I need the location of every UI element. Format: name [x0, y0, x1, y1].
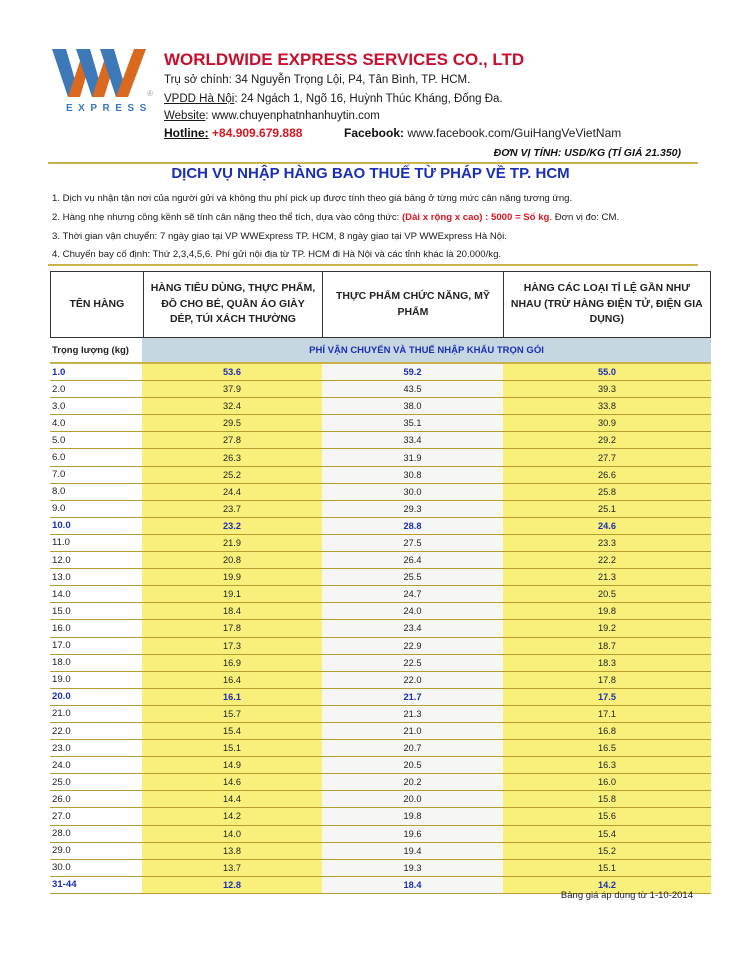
mixed-goods-price: 33.8 — [503, 398, 711, 414]
weight-cell: 17.0 — [50, 638, 142, 654]
mixed-goods-price: 27.7 — [503, 449, 711, 465]
mixed-goods-price: 17.1 — [503, 706, 711, 722]
weight-cell: 16.0 — [50, 620, 142, 636]
table-row — [50, 569, 711, 586]
supplements-cosmetics-price: 18.4 — [322, 877, 503, 893]
mixed-goods-price: 19.8 — [503, 603, 711, 619]
weight-column-label: Trọng lượng (kg) — [50, 338, 142, 362]
weight-cell: 30.0 — [50, 860, 142, 876]
weight-cell: 27.0 — [50, 808, 142, 824]
consumer-goods-price: 19.1 — [142, 586, 322, 602]
supplements-cosmetics-price: 19.8 — [322, 808, 503, 824]
weight-cell: 10.0 — [50, 518, 142, 534]
table-row — [50, 655, 711, 672]
mixed-goods-price: 15.4 — [503, 826, 711, 842]
mixed-goods-price: 26.6 — [503, 467, 711, 483]
consumer-goods-price: 23.2 — [142, 518, 322, 534]
table-row — [50, 757, 711, 774]
mixed-goods-price: 19.2 — [503, 620, 711, 636]
weight-cell: 23.0 — [50, 740, 142, 756]
mixed-goods-price: 24.6 — [503, 518, 711, 534]
header-consumer-goods: HÀNG TIÊU DÙNG, THỰC PHẨM, ĐỒ CHO BÉ, QUẦN ÁO GIÀY DÉP, TÚI XÁCH THƯỜNG — [143, 272, 322, 337]
table-row — [50, 449, 711, 466]
note-2 — [52, 212, 619, 223]
consumer-goods-price: 17.8 — [142, 620, 322, 636]
table-row — [50, 843, 711, 860]
supplements-cosmetics-price: 31.9 — [322, 449, 503, 465]
supplements-cosmetics-price: 19.4 — [322, 843, 503, 859]
consumer-goods-price: 12.8 — [142, 877, 322, 893]
consumer-goods-price: 13.8 — [142, 843, 322, 859]
page-title: DỊCH VỤ NHẬP HÀNG BAO THUẾ TỪ PHÁP VỀ TP. HCM — [171, 165, 570, 182]
note-4: 4. Chuyến bay cố định: Thứ 2,3,4,5,6. Phí gửi nội địa từ TP. HCM đi Hà Nội và các tỉnh khác là 20.000/kg. — [52, 249, 502, 260]
table-row — [50, 432, 711, 449]
consumer-goods-price: 16.1 — [142, 689, 322, 705]
weight-cell: 8.0 — [50, 484, 142, 500]
table-header — [50, 271, 711, 338]
table-subheader — [50, 338, 711, 364]
table-row — [50, 672, 711, 689]
weight-cell: 20.0 — [50, 689, 142, 705]
volume-formula: (Dài x rộng x cao) : 5000 = Số kg — [401, 212, 550, 223]
header-mixed-goods: HÀNG CÁC LOẠI TỈ LỆ GẦN NHƯ NHAU (TRỪ HÀNG ĐIỆN TỬ, ĐIỆN GIA DỤNG) — [503, 272, 710, 337]
mixed-goods-price: 29.2 — [503, 432, 711, 448]
weight-cell: 21.0 — [50, 706, 142, 722]
supplements-cosmetics-price: 23.4 — [322, 620, 503, 636]
mixed-goods-price: 22.2 — [503, 552, 711, 568]
weight-cell: 25.0 — [50, 774, 142, 790]
mixed-goods-price: 16.0 — [503, 774, 711, 790]
consumer-goods-price: 15.7 — [142, 706, 322, 722]
weight-cell: 19.0 — [50, 672, 142, 688]
supplements-cosmetics-price: 21.3 — [322, 706, 503, 722]
notes-divider — [48, 264, 698, 266]
supplements-cosmetics-price: 24.0 — [322, 603, 503, 619]
consumer-goods-price: 23.7 — [142, 501, 322, 517]
note-2-unit: . Đơn vị đo: CM. — [549, 212, 620, 223]
table-row — [50, 723, 711, 740]
weight-cell: 3.0 — [50, 398, 142, 414]
consumer-goods-price: 15.4 — [142, 723, 322, 739]
weight-cell: 13.0 — [50, 569, 142, 585]
supplements-cosmetics-price: 26.4 — [322, 552, 503, 568]
table-row — [50, 603, 711, 620]
table-row — [50, 791, 711, 808]
logo-express-text: EXPRESS — [66, 103, 152, 114]
supplements-cosmetics-price: 19.3 — [322, 860, 503, 876]
mixed-goods-price: 15.8 — [503, 791, 711, 807]
facebook-link[interactable]: www.facebook.com/GuiHangVeVietNam — [404, 126, 622, 140]
note-2-text: 2. Hàng nhẹ nhưng cồng kềnh sẽ tính cân nặng theo thể tích, dựa vào công thức: — [52, 212, 402, 223]
table-row — [50, 689, 711, 706]
table-row — [50, 467, 711, 484]
consumer-goods-price: 27.8 — [142, 432, 322, 448]
mixed-goods-price: 15.1 — [503, 860, 711, 876]
weight-cell: 18.0 — [50, 655, 142, 671]
mixed-goods-price: 18.7 — [503, 638, 711, 654]
hotline-number[interactable]: +84.909.679.888 — [208, 126, 303, 140]
consumer-goods-price: 16.4 — [142, 672, 322, 688]
table-row — [50, 620, 711, 637]
weight-cell: 2.0 — [50, 381, 142, 397]
table-row — [50, 774, 711, 791]
supplements-cosmetics-price: 21.7 — [322, 689, 503, 705]
header-divider — [48, 162, 698, 164]
consumer-goods-price: 24.4 — [142, 484, 322, 500]
supplements-cosmetics-price: 22.0 — [322, 672, 503, 688]
table-row — [50, 808, 711, 825]
weight-cell: 28.0 — [50, 826, 142, 842]
supplements-cosmetics-price: 20.2 — [322, 774, 503, 790]
note-1: 1. Dịch vụ nhận tận nơi của người gửi và không thu phí pick up được tính theo giá bảng ở từng mức cân nặng tương ứng. — [52, 193, 573, 204]
weight-cell: 4.0 — [50, 415, 142, 431]
mixed-goods-price: 16.5 — [503, 740, 711, 756]
table-row — [50, 398, 711, 415]
table-row — [50, 740, 711, 757]
registered-mark: ® — [147, 89, 153, 98]
mixed-goods-price: 55.0 — [503, 364, 711, 380]
consumer-goods-price: 15.1 — [142, 740, 322, 756]
table-row — [50, 826, 711, 843]
consumer-goods-price: 37.9 — [142, 381, 322, 397]
mixed-goods-price: 25.8 — [503, 484, 711, 500]
unit-note: ĐƠN VỊ TÍNH: USD/KG (TỈ GIÁ 21.350) — [493, 147, 681, 159]
fee-banner: PHÍ VẬN CHUYỂN VÀ THUẾ NHẬP KHẨU TRỌN GÓI — [142, 338, 711, 362]
website-label: Website — [164, 110, 206, 122]
mixed-goods-price: 25.1 — [503, 501, 711, 517]
weight-cell: 5.0 — [50, 432, 142, 448]
price-table — [50, 271, 711, 894]
facebook — [344, 126, 621, 140]
consumer-goods-price: 14.0 — [142, 826, 322, 842]
supplements-cosmetics-price: 43.5 — [322, 381, 503, 397]
weight-cell: 24.0 — [50, 757, 142, 773]
supplements-cosmetics-price: 27.5 — [322, 535, 503, 551]
consumer-goods-price: 53.6 — [142, 364, 322, 380]
weight-cell: 15.0 — [50, 603, 142, 619]
weight-cell: 31-44 — [50, 877, 142, 893]
weight-cell: 6.0 — [50, 449, 142, 465]
table-row — [50, 586, 711, 603]
mixed-goods-price: 16.8 — [503, 723, 711, 739]
table-row — [50, 501, 711, 518]
website-link[interactable]: : www.chuyenphatnhanhuytin.com — [205, 110, 380, 122]
website — [164, 110, 380, 122]
hanoi-office-value: : 24 Ngách 1, Ngõ 16, Huỳnh Thúc Kháng, Đống Đa. — [234, 93, 503, 105]
table-row — [50, 415, 711, 432]
consumer-goods-price: 18.4 — [142, 603, 322, 619]
weight-cell: 7.0 — [50, 467, 142, 483]
mixed-goods-price: 21.3 — [503, 569, 711, 585]
supplements-cosmetics-price: 24.7 — [322, 586, 503, 602]
mixed-goods-price: 18.3 — [503, 655, 711, 671]
mixed-goods-price: 20.5 — [503, 586, 711, 602]
header-supplements-cosmetics: THỰC PHẨM CHỨC NĂNG, MỸ PHẨM — [322, 272, 502, 337]
table-row — [50, 364, 711, 381]
table-row — [50, 638, 711, 655]
consumer-goods-price: 21.9 — [142, 535, 322, 551]
supplements-cosmetics-price: 28.8 — [322, 518, 503, 534]
ww-logo-icon — [50, 45, 150, 103]
mixed-goods-price: 23.3 — [503, 535, 711, 551]
supplements-cosmetics-price: 20.7 — [322, 740, 503, 756]
consumer-goods-price: 17.3 — [142, 638, 322, 654]
mixed-goods-price: 14.2 — [503, 877, 711, 893]
consumer-goods-price: 14.9 — [142, 757, 322, 773]
weight-cell: 22.0 — [50, 723, 142, 739]
supplements-cosmetics-price: 25.5 — [322, 569, 503, 585]
table-body — [50, 364, 711, 894]
effective-date-note: Bảng giá áp dụng từ 1-10-2014 — [560, 890, 693, 901]
weight-cell: 11.0 — [50, 535, 142, 551]
consumer-goods-price: 29.5 — [142, 415, 322, 431]
supplements-cosmetics-price: 22.9 — [322, 638, 503, 654]
hotline-label: Hotline: — [164, 126, 209, 140]
supplements-cosmetics-price: 21.0 — [322, 723, 503, 739]
supplements-cosmetics-price: 20.0 — [322, 791, 503, 807]
supplements-cosmetics-price: 29.3 — [322, 501, 503, 517]
table-row — [50, 535, 711, 552]
consumer-goods-price: 14.4 — [142, 791, 322, 807]
table-row — [50, 381, 711, 398]
hanoi-office-address — [164, 93, 503, 105]
table-row — [50, 552, 711, 569]
consumer-goods-price: 25.2 — [142, 467, 322, 483]
supplements-cosmetics-price: 59.2 — [322, 364, 503, 380]
weight-cell: 14.0 — [50, 586, 142, 602]
supplements-cosmetics-price: 19.6 — [322, 826, 503, 842]
weight-cell: 26.0 — [50, 791, 142, 807]
weight-cell: 29.0 — [50, 843, 142, 859]
mixed-goods-price: 16.3 — [503, 757, 711, 773]
hanoi-office-label: VPDD Hà Nội — [164, 93, 235, 105]
supplements-cosmetics-price: 30.8 — [322, 467, 503, 483]
hotline — [164, 126, 302, 140]
consumer-goods-price: 13.7 — [142, 860, 322, 876]
supplements-cosmetics-price: 33.4 — [322, 432, 503, 448]
table-row — [50, 706, 711, 723]
weight-cell: 9.0 — [50, 501, 142, 517]
header-item-name: TÊN HÀNG — [69, 297, 125, 310]
consumer-goods-price: 20.8 — [142, 552, 322, 568]
note-3: 3. Thời gian vận chuyển: 7 ngày giao tại VP WWExpress TP. HCM, 8 ngày giao tại VP WWExpress Hà Nội. — [52, 231, 507, 242]
company-name: WORLDWIDE EXPRESS SERVICES CO., LTD — [164, 50, 525, 69]
consumer-goods-price: 14.2 — [142, 808, 322, 824]
head-office-address: Trụ sở chính: 34 Nguyễn Trọng Lội, P4, Tân Bình, TP. HCM. — [164, 74, 471, 86]
consumer-goods-price: 32.4 — [142, 398, 322, 414]
facebook-label: Facebook: — [344, 126, 405, 140]
mixed-goods-price: 39.3 — [503, 381, 711, 397]
mixed-goods-price: 15.6 — [503, 808, 711, 824]
mixed-goods-price: 15.2 — [503, 843, 711, 859]
supplements-cosmetics-price: 38.0 — [322, 398, 503, 414]
table-row — [50, 518, 711, 535]
consumer-goods-price: 26.3 — [142, 449, 322, 465]
supplements-cosmetics-price: 22.5 — [322, 655, 503, 671]
weight-cell: 1.0 — [50, 364, 142, 380]
supplements-cosmetics-price: 30.0 — [322, 484, 503, 500]
consumer-goods-price: 14.6 — [142, 774, 322, 790]
table-row — [50, 484, 711, 501]
supplements-cosmetics-price: 35.1 — [322, 415, 503, 431]
weight-cell: 12.0 — [50, 552, 142, 568]
mixed-goods-price: 17.8 — [503, 672, 711, 688]
consumer-goods-price: 16.9 — [142, 655, 322, 671]
supplements-cosmetics-price: 20.5 — [322, 757, 503, 773]
table-row — [50, 860, 711, 877]
mixed-goods-price: 17.5 — [503, 689, 711, 705]
consumer-goods-price: 19.9 — [142, 569, 322, 585]
company-logo — [50, 45, 155, 117]
mixed-goods-price: 30.9 — [503, 415, 711, 431]
